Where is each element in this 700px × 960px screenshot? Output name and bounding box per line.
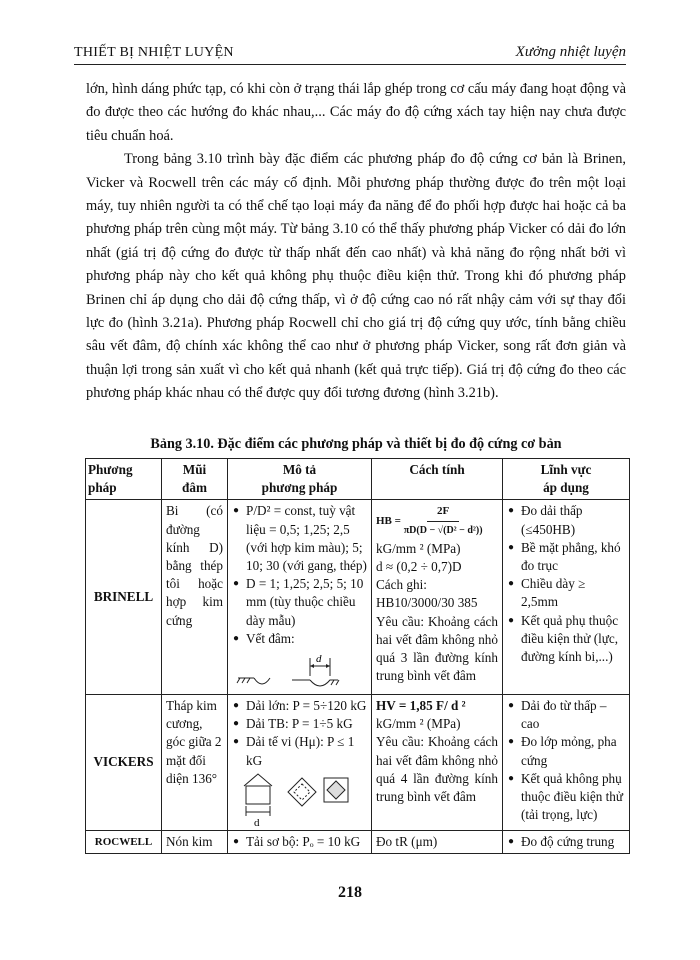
calc-rocwell: Đo tR (μm) — [372, 830, 503, 853]
list-item: ● D = 1; 1,25; 2,5; 5; 10 mm (tùy thuộc chiều dày mẫu) — [246, 575, 367, 630]
hardness-methods-table — [85, 458, 630, 854]
formula-lhs: HB — [376, 515, 392, 527]
paragraph-2: Trong bảng 3.10 trình bày đặc điểm các phương pháp đo độ cứng cơ bản là Brinen, Vicker và Rocwell trên các máy cố định. Mỗi phương pháp thường được đo trên một loại máy, tuy nhiên người ta có thể chế tạo loại máy đa năng để đo phối hợp được hai hoặc cả ba phương pháp trên cùng một máy. Từ bảng 3.10 có thể thấy phương pháp Vicker có dải đo lớn nhất (giá trị độ cứng đo được từ thấp nhất đến cao nhất) và khả năng đo rộng nhất bởi vì phương pháp này cho kết quả không phụ thuộc điều kiện thử. Trong khi đó phương pháp Brinen chỉ áp dụng cho dải độ cứng thấp, vì ở độ cứng cao nó rất nhậy cảm với sự thay đổi lực đo (hình 3.21a). Phương pháp Rocwell chỉ cho giá trị độ cứng quy ước, tính bằng chiều sâu vết đâm, độ chính xác không thể cao như ở phương pháp Vicker, song rất đơn giản và thuận lợi trong sản xuất vì cho kết quả nhanh (kết quả trực tiếp). Giá trị độ cứng đo theo các phương pháp khác nhau có thể được quy đổi tương đương (hình 3.21b). — [86, 151, 626, 402]
table-header-row — [86, 459, 630, 500]
brinell-indent-sketch-icon — [232, 650, 342, 692]
brinell-relation: d ≈ (0,2 ÷ 0,7)D — [376, 559, 462, 575]
header-title: THIẾT BỊ NHIỆT LUYỆN — [74, 45, 234, 60]
list-item: ● Đo độ cứng trung — [521, 833, 625, 851]
body-text — [86, 78, 626, 406]
field-vickers — [503, 695, 630, 831]
brinell-note-value: HB10/3000/30 385 — [376, 595, 478, 611]
list-item: ● Dải TB: P = 1÷5 kG — [246, 715, 367, 733]
list-item: ● Dải lớn: P = 5÷120 kG — [246, 697, 367, 715]
method-rocwell: ROCWELL — [86, 830, 162, 853]
paragraph-1: lớn, hình dáng phức tạp, có khi còn ở trạng thái lắp ghép trong cơ cấu máy đang hoạt động và đo được theo các hướng đo khác nhau,... Các máy đo độ cứng xách tay hiện nay chưa được tiêu chuẩn hoá. — [86, 81, 626, 144]
vickers-condition: Yêu cầu: Khoảng cách hai vết đâm không nhỏ quá 4 lần đường kính trung bình vết đâm — [376, 734, 498, 805]
header-section: Xưởng nhiệt luyện — [515, 44, 626, 60]
desc-vickers — [228, 695, 372, 831]
sketch-label: d — [316, 653, 322, 666]
header-tip: Mũi đâm — [162, 459, 228, 500]
calc-vickers — [372, 695, 503, 831]
list-item: ● Kết quả không phụ thuộc điều kiện thử (tải trọng, lực) — [521, 770, 625, 825]
page-number: 218 — [338, 884, 362, 901]
field-rocwell — [503, 830, 630, 853]
field-brinell — [503, 500, 630, 695]
header-description: Mô tả phương pháp — [228, 459, 372, 500]
tip-brinell: Bi (có đường kính D) bằng thép tôi hoặc hợp kim cứng — [162, 500, 228, 695]
table-row-rocwell — [86, 830, 630, 853]
vickers-unit: kG/mm ² (MPa) — [376, 716, 461, 732]
tip-vickers: Tháp kim cương, góc giữa 2 mặt đối diện 136° — [162, 695, 228, 831]
tip-rocwell: Nón kim — [162, 830, 228, 853]
list-item: ● Tải sơ bộ: Pₒ = 10 kG — [246, 833, 367, 851]
sketch-label: d — [254, 816, 260, 828]
calc-brinell — [372, 500, 503, 695]
header-method: Phương pháp — [86, 459, 162, 500]
table-row-vickers — [86, 695, 630, 831]
brinell-unit: kG/mm ² (MPa) — [376, 540, 461, 556]
formula-numerator: 2F — [427, 502, 459, 521]
vickers-indent-sketch-icon — [232, 772, 352, 828]
method-brinell: BRINELL — [86, 500, 162, 695]
list-item: ● Dải tế vi (Hμ): P ≤ 1 kG — [246, 733, 367, 769]
list-item: ● Đo dải thấp (≤450HB) — [521, 502, 625, 538]
list-item: ● Đo lớp mỏng, pha cứng — [521, 733, 625, 769]
list-item: ● Vết đâm: — [246, 630, 367, 648]
header-field: Lĩnh vực áp dụng — [503, 459, 630, 500]
list-item: ● Bề mặt phẳng, khó đo trục — [521, 539, 625, 575]
list-item: ● Dải đo từ thấp – cao — [521, 697, 625, 733]
brinell-formula: HB = $\frac{2F}{\text{πD(D − √(D² − d²))}}$ — [376, 502, 498, 539]
list-item: ● Kết quả phụ thuộc điều kiện thử (lực, đường kính bi,...) — [521, 612, 625, 667]
table-row-brinell — [86, 500, 630, 695]
brinell-note-label: Cách ghi: — [376, 577, 427, 593]
header-calculation: Cách tính — [372, 459, 503, 500]
desc-brinell — [228, 500, 372, 695]
method-vickers: VICKERS — [86, 695, 162, 831]
list-item: ● P/D² = const, tuỳ vật liệu = 0,5; 1,25; 2,5 (với hợp kim màu); 5; 10; 30 (với gang, thép) — [246, 502, 367, 575]
table-caption: Bảng 3.10. Đặc điểm các phương pháp và thiết bị đo độ cứng cơ bản — [150, 436, 562, 452]
page-header — [74, 42, 626, 65]
list-item: ● Chiều dày ≥ 2,5mm — [521, 575, 625, 611]
vickers-formula: HV = 1,85 F/ d ² — [376, 698, 466, 714]
formula-denominator: πD(D − √(D² − d²)) — [403, 524, 483, 536]
desc-rocwell — [228, 830, 372, 853]
brinell-condition: Yêu cầu: Khoảng cách hai vết đâm không nhỏ quá 3 lần đường kính trung bình vết đâm — [376, 613, 498, 684]
